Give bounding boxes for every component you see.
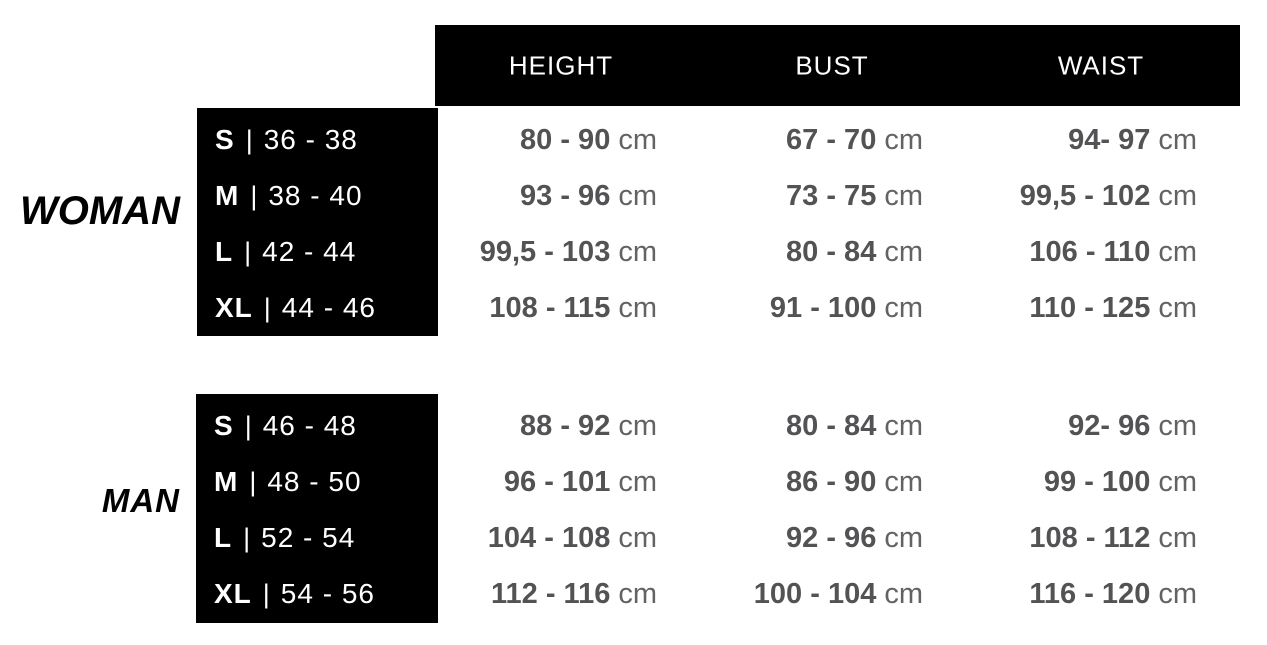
size-separator: | <box>245 124 253 155</box>
column-header-waist: WAIST <box>1057 50 1145 80</box>
woman-l-waist: 106 - 110 cm <box>1029 235 1197 268</box>
size-code: L <box>215 236 234 267</box>
unit-label: cm <box>618 179 657 212</box>
unit-label: cm <box>618 577 657 610</box>
woman-xl-waist: 110 - 125 cm <box>1029 291 1197 324</box>
woman-l-height: 99,5 - 103 cm <box>479 235 657 268</box>
size-separator: | <box>243 522 251 553</box>
unit-label: cm <box>1158 123 1197 156</box>
unit-label: cm <box>618 235 657 268</box>
unit-label: cm <box>1158 577 1197 610</box>
size-range: 44 - 46 <box>281 292 376 323</box>
man-l-bust: 92 - 96 cm <box>786 521 923 554</box>
woman-m-bust: 73 - 75 cm <box>786 179 923 212</box>
unit-label: cm <box>618 123 657 156</box>
size-separator: | <box>244 410 252 441</box>
man-values-row-m <box>0 454 1267 510</box>
unit-label: cm <box>1158 465 1197 498</box>
size-range: 38 - 40 <box>268 180 363 211</box>
size-range: 46 - 48 <box>262 410 357 441</box>
woman-s-waist: 94- 97 cm <box>1068 123 1197 156</box>
section-label-man: MAN <box>101 482 180 519</box>
table-header-bar <box>435 25 1240 106</box>
man-s-height: 88 - 92 cm <box>520 409 657 442</box>
size-code: XL <box>214 578 252 609</box>
column-header-height: HEIGHT <box>508 50 614 80</box>
size-separator: | <box>244 236 252 267</box>
man-values-row-s <box>0 398 1267 454</box>
unit-label: cm <box>1158 291 1197 324</box>
unit-label: cm <box>618 409 657 442</box>
man-xl-height: 112 - 116 cm <box>490 577 657 610</box>
unit-label: cm <box>884 465 923 498</box>
man-l-height: 104 - 108 cm <box>487 521 657 554</box>
unit-label: cm <box>884 409 923 442</box>
unit-label: cm <box>884 521 923 554</box>
unit-label: cm <box>884 235 923 268</box>
size-range: 52 - 54 <box>261 522 356 553</box>
unit-label: cm <box>1158 521 1197 554</box>
size-code: S <box>215 124 235 155</box>
size-range: 36 - 38 <box>263 124 358 155</box>
man-m-waist: 99 - 100 cm <box>1043 465 1197 498</box>
unit-label: cm <box>618 291 657 324</box>
column-header-bust: BUST <box>795 50 869 80</box>
woman-xl-bust: 91 - 100 cm <box>769 291 923 324</box>
woman-m-height: 93 - 96 cm <box>520 179 657 212</box>
size-code: M <box>215 180 240 211</box>
man-xl-bust: 100 - 104 cm <box>753 577 923 610</box>
man-s-bust: 80 - 84 cm <box>786 409 923 442</box>
man-m-bust: 86 - 90 cm <box>786 465 923 498</box>
unit-label: cm <box>884 577 923 610</box>
man-values-row-xl <box>0 566 1267 622</box>
size-range: 54 - 56 <box>280 578 375 609</box>
unit-label: cm <box>884 123 923 156</box>
unit-label: cm <box>618 521 657 554</box>
woman-xl-height: 108 - 115 cm <box>489 291 657 324</box>
woman-m-waist: 99,5 - 102 cm <box>1019 179 1197 212</box>
size-separator: | <box>262 578 270 609</box>
woman-s-height: 80 - 90 cm <box>520 123 657 156</box>
size-code: XL <box>215 292 253 323</box>
size-range: 48 - 50 <box>267 466 362 497</box>
man-l-waist: 108 - 112 cm <box>1029 521 1197 554</box>
man-xl-waist: 116 - 120 cm <box>1029 577 1197 610</box>
size-code: M <box>214 466 239 497</box>
size-separator: | <box>249 466 257 497</box>
woman-s-bust: 67 - 70 cm <box>786 123 923 156</box>
section-label-woman: WOMAN <box>20 189 180 233</box>
unit-label: cm <box>884 179 923 212</box>
man-s-waist: 92- 96 cm <box>1068 409 1197 442</box>
size-separator: | <box>250 180 258 211</box>
size-range: 42 - 44 <box>262 236 357 267</box>
size-code: L <box>214 522 233 553</box>
unit-label: cm <box>1158 179 1197 212</box>
woman-values-row-m <box>0 168 1267 224</box>
woman-l-bust: 80 - 84 cm <box>786 235 923 268</box>
size-separator: | <box>263 292 271 323</box>
size-code: S <box>214 410 234 441</box>
man-values-row-l <box>0 510 1267 566</box>
unit-label: cm <box>618 465 657 498</box>
man-m-height: 96 - 101 cm <box>503 465 657 498</box>
unit-label: cm <box>1158 235 1197 268</box>
unit-label: cm <box>1158 409 1197 442</box>
woman-values-row-xl <box>0 280 1267 336</box>
woman-values-row-l <box>0 224 1267 280</box>
woman-values-row-s <box>0 112 1267 168</box>
unit-label: cm <box>884 291 923 324</box>
